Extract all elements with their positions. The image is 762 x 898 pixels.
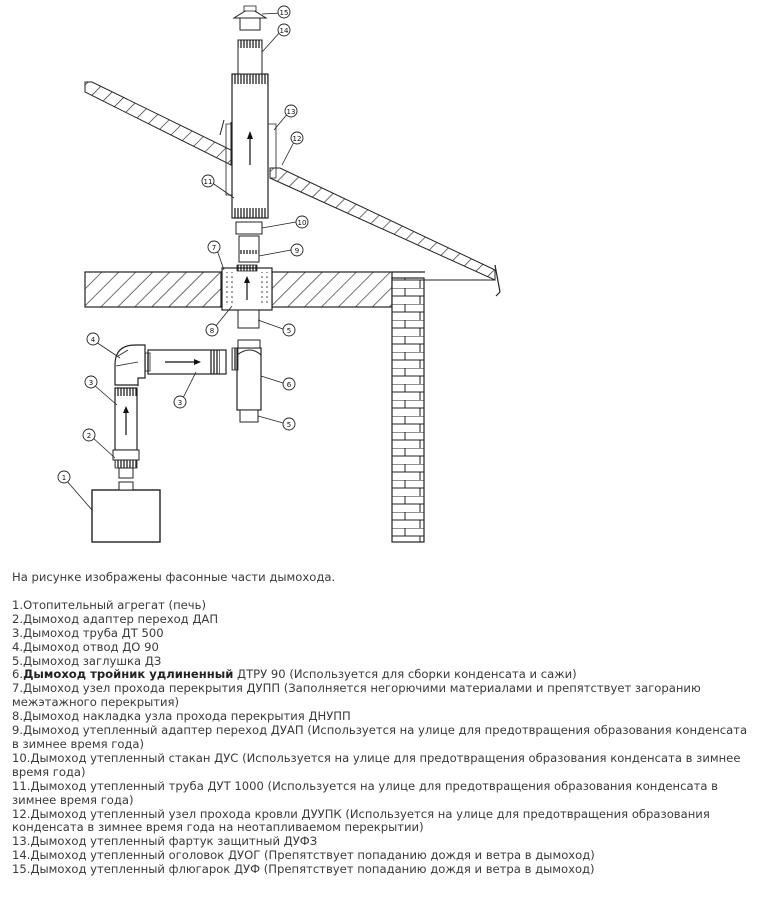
list-item bbox=[12, 780, 752, 808]
roof-left-slope bbox=[85, 82, 231, 165]
svg-text:1: 1 bbox=[61, 474, 67, 482]
callout-15 bbox=[278, 6, 290, 18]
list-item-text: Отопительный агрегат (печь) bbox=[23, 597, 206, 612]
list-item-number: 13. bbox=[12, 834, 31, 849]
floor-slab-left bbox=[85, 272, 221, 307]
adapter-9 bbox=[239, 236, 259, 262]
list-item-text: Дымоход адаптер переход ДАП bbox=[23, 611, 219, 626]
list-item-number: 1. bbox=[12, 597, 24, 612]
list-item bbox=[12, 599, 752, 613]
list-item-number: 2. bbox=[12, 611, 24, 626]
parts-list bbox=[12, 599, 752, 877]
list-item-number: 10. bbox=[12, 750, 31, 765]
callout-7 bbox=[208, 241, 220, 253]
list-item-text: Дымоход труба ДТ 500 bbox=[23, 625, 164, 640]
heating-unit-1 bbox=[92, 490, 160, 542]
svg-text:2: 2 bbox=[86, 432, 92, 440]
list-item bbox=[12, 655, 752, 669]
callout-9 bbox=[291, 244, 303, 256]
list-item-number: 9. bbox=[12, 723, 24, 738]
list-item bbox=[12, 710, 752, 724]
svg-text:10: 10 bbox=[297, 219, 307, 227]
callout-14 bbox=[278, 24, 290, 36]
list-item bbox=[12, 849, 752, 863]
callout-6 bbox=[283, 378, 295, 390]
svg-text:11: 11 bbox=[203, 178, 213, 186]
callout-8 bbox=[206, 324, 218, 336]
list-item-number: 11. bbox=[12, 778, 31, 793]
svg-text:7: 7 bbox=[211, 244, 217, 252]
list-item-number: 7. bbox=[12, 681, 24, 696]
svg-text:6: 6 bbox=[286, 381, 292, 389]
list-item-number: 6. bbox=[12, 667, 24, 682]
tee-6 bbox=[237, 348, 261, 410]
list-item-number: 15. bbox=[12, 862, 31, 877]
svg-text:8: 8 bbox=[209, 327, 215, 335]
list-item-text: ДТРУ 90 (Используется для сборки конденсата и сажи) bbox=[233, 667, 577, 682]
list-item-text: Дымоход утепленный фартук защитный ДУФЗ bbox=[30, 834, 318, 849]
svg-text:3: 3 bbox=[177, 399, 183, 407]
list-item bbox=[12, 641, 752, 655]
svg-text:5: 5 bbox=[286, 421, 292, 429]
plug-5-lower bbox=[240, 410, 258, 422]
callout-10 bbox=[296, 216, 308, 228]
adapter-2 bbox=[113, 450, 139, 460]
svg-text:9: 9 bbox=[294, 247, 300, 255]
callout-3-horizontal bbox=[174, 396, 186, 408]
svg-text:5: 5 bbox=[286, 327, 292, 335]
list-item-bold-text: Дымоход тройник удлиненный bbox=[23, 667, 234, 682]
list-item-text: Дымоход заглушка ДЗ bbox=[23, 653, 162, 668]
list-item-text: Дымоход утепленный труба ДУТ 1000 (Используется на улице для предотвращения образования конденсата в зимнее время года) bbox=[12, 778, 718, 807]
list-item-number: 8. bbox=[12, 709, 24, 724]
list-item bbox=[12, 613, 752, 627]
list-item bbox=[12, 724, 752, 752]
brick-wall bbox=[392, 278, 424, 542]
callout-12 bbox=[291, 132, 303, 144]
callout-1 bbox=[58, 471, 70, 483]
list-item-text: Дымоход утепленный узел прохода кровли ДУУПК (Используется на улице для предотвращения образования конденсата в зимнее время года на неотапливаемом перекрытии) bbox=[12, 806, 710, 835]
list-item-text: Дымоход утепленный стакан ДУС (Используется на улице для предотвращения образования конденсата в зимнее время года) bbox=[12, 750, 741, 779]
callout-3-vertical bbox=[85, 376, 97, 388]
description-text bbox=[12, 571, 752, 877]
list-item-number: 14. bbox=[12, 848, 31, 863]
list-item-text: Дымоход утепленный оголовок ДУОГ (Препятствует попаданию дождя и ветра в дымоход) bbox=[30, 848, 595, 863]
svg-text:14: 14 bbox=[279, 27, 289, 35]
pipe-below-slab bbox=[238, 310, 259, 328]
list-item bbox=[12, 835, 752, 849]
list-item-text: Дымоход узел прохода перекрытия ДУПП (Заполняется негорючими материалами и препятствует загоранию межэтажного перекрытия) bbox=[12, 681, 701, 710]
list-item bbox=[12, 682, 752, 710]
callout-5-upper bbox=[283, 324, 295, 336]
callout-2 bbox=[83, 429, 95, 441]
svg-text:15: 15 bbox=[279, 9, 289, 17]
list-item-number: 4. bbox=[12, 639, 24, 654]
list-item-text: Дымоход накладка узла прохода перекрытия ДНУПП bbox=[23, 709, 351, 724]
list-item-number: 3. bbox=[12, 625, 24, 640]
list-item bbox=[12, 752, 752, 780]
list-item-text: Дымоход утепленный адаптер переход ДУАП (Используется на улице для предотвращения образования конденсата в зимнее время года) bbox=[12, 723, 748, 751]
callout-11 bbox=[202, 175, 214, 187]
list-item-text: Дымоход отвод ДО 90 bbox=[23, 639, 159, 654]
list-item-text: Дымоход утепленный флюгарок ДУФ (Препятствует попаданию дождя и ветра в дымоход) bbox=[30, 862, 595, 877]
list-item-number: 5. bbox=[12, 653, 24, 668]
callout-13 bbox=[285, 105, 297, 117]
list-item bbox=[12, 668, 752, 682]
callout-4 bbox=[87, 333, 99, 345]
list-item-number: 12. bbox=[12, 806, 31, 821]
callout-5-lower bbox=[283, 418, 295, 430]
svg-text:3: 3 bbox=[88, 379, 94, 387]
intro-text: На рисунке изображены фасонные части дымохода. bbox=[12, 570, 336, 584]
svg-text:12: 12 bbox=[292, 135, 302, 143]
svg-text:4: 4 bbox=[90, 336, 96, 344]
svg-text:13: 13 bbox=[286, 108, 296, 116]
list-item bbox=[12, 627, 752, 641]
floor-slab-right bbox=[272, 272, 392, 307]
sleeve-10 bbox=[236, 222, 262, 234]
list-item bbox=[12, 808, 752, 836]
list-item bbox=[12, 863, 752, 877]
